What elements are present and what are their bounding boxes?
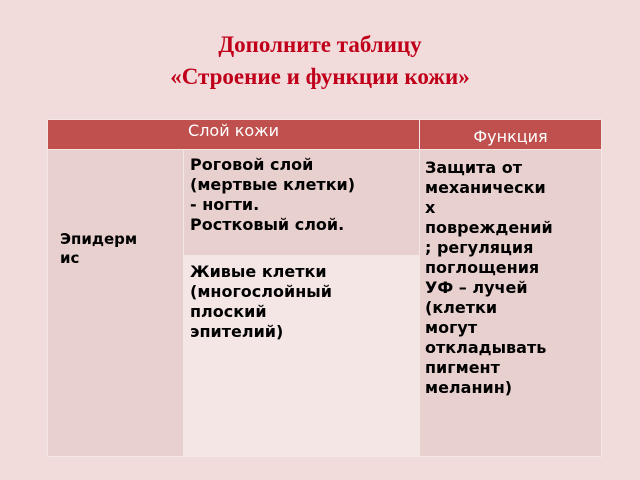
cell-function: [420, 149, 601, 456]
header-function-label: Функция: [473, 127, 548, 146]
function-text: Защита от механически х повреждений ; регуляция поглощения УФ – лучей (клетки могут откладывать пигмент меланин): [425, 158, 553, 397]
living-cells-text: Живые клетки (многослойный плоский эпителий): [190, 262, 332, 341]
header-skin-layer-label: Слой кожи: [188, 121, 279, 140]
cell-living-cells: [184, 256, 420, 456]
header-skin-layer: [48, 120, 420, 149]
page-title-line2: «Строение и функции кожи»: [170, 64, 470, 89]
skin-structure-table: [47, 119, 602, 457]
header-function: [420, 120, 601, 149]
cell-stratum-corneum: [184, 149, 420, 256]
page-title-line1: Дополните таблицу: [218, 32, 422, 57]
cell-epidermis: [48, 149, 184, 456]
stratum-corneum-text: Роговой слой (мертвые клетки) - ногти. Ростковый слой.: [190, 155, 356, 234]
epidermis-label: Эпидерм ис: [60, 230, 138, 267]
